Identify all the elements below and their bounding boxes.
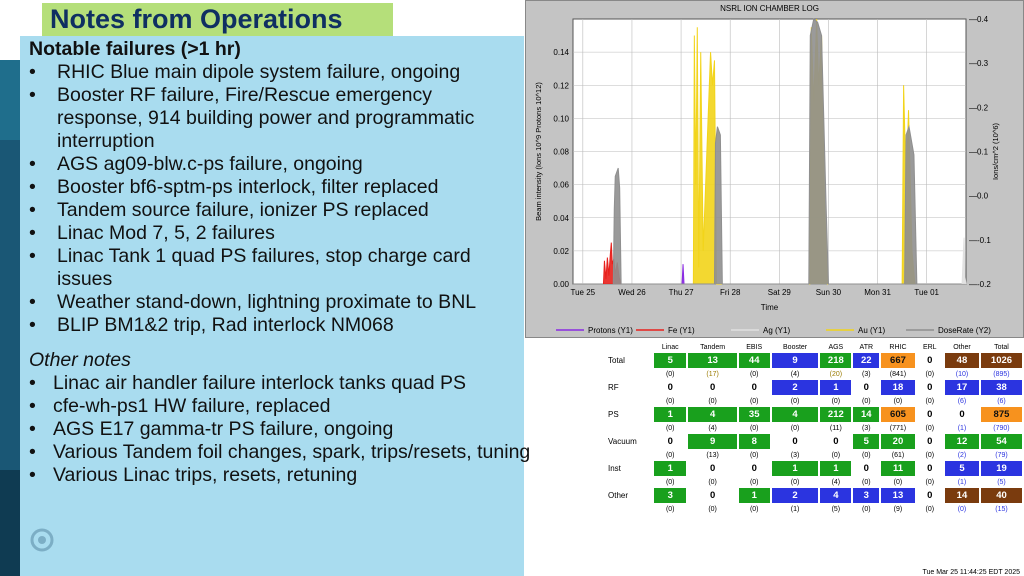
- table-cell: 0: [739, 380, 770, 395]
- table-cell: 0: [917, 488, 943, 503]
- table-cell: 1: [820, 461, 851, 476]
- table-subcell: (5): [997, 478, 1006, 486]
- table-cell: 0: [688, 488, 736, 503]
- table-subcell: (0): [925, 424, 935, 432]
- table-cell: 5: [654, 353, 686, 368]
- table-subcell: (0): [790, 424, 800, 432]
- table-subcell: (0): [749, 478, 759, 486]
- notable-item: • Booster RF failure, Fire/Rescue emergency response, 914 building power and programmatic interruption: [29, 84, 514, 153]
- table-cell: 0: [917, 407, 943, 422]
- y2-tick-label: —0.3: [969, 59, 989, 69]
- other-note-item: • Linac air handler failure interlock tanks quad PS: [29, 372, 589, 395]
- chart-svg: [526, 1, 1024, 339]
- table-cell: 19: [981, 461, 1022, 476]
- table-subcell: (11): [829, 424, 842, 432]
- column-header: AGS: [828, 344, 844, 351]
- table-cell: 4: [688, 407, 736, 422]
- table-cell: 8: [739, 434, 770, 449]
- notable-item: • Booster bf6-sptm-ps interlock, filter replaced: [29, 176, 514, 199]
- table-cell: 3: [654, 488, 686, 503]
- y2-tick-label: —-0.1: [969, 235, 991, 245]
- table-cell: 0: [688, 380, 736, 395]
- notable-item: • BLIP BM1&2 trip, Rad interlock NM068: [29, 314, 514, 337]
- table-subcell: (0): [925, 478, 935, 486]
- row-label: Inst: [608, 464, 621, 473]
- table-cell: 0: [917, 461, 943, 476]
- slide-title: Notes from Operations: [42, 3, 393, 36]
- table-subcell: (0): [749, 451, 759, 459]
- table-subcell: (9): [893, 505, 903, 513]
- table-cell: 38: [981, 380, 1022, 395]
- table-subcell: (0): [925, 505, 935, 513]
- table-cell: 1: [772, 461, 819, 476]
- legend-label: Ag (Y1): [763, 326, 791, 335]
- chart-title: NSRL ION CHAMBER LOG: [720, 4, 819, 13]
- table-cell: 218: [820, 353, 851, 368]
- table-subcell: (10): [955, 370, 969, 378]
- y-axis-label: Beam intensity (Ions 10^9 Protons 10^12): [534, 82, 543, 221]
- header-corner: [608, 343, 652, 352]
- table-cell: 18: [881, 380, 914, 395]
- table-cell: 0: [917, 380, 943, 395]
- y2-tick-label: —0.0: [969, 191, 989, 201]
- column-header: EBIS: [746, 344, 763, 351]
- table-cell: 14: [853, 407, 879, 422]
- y-tick-label: 0.08: [553, 147, 569, 157]
- table-subrow: [608, 450, 1022, 460]
- table-subcell: (17): [706, 370, 719, 378]
- table-timestamp: Tue Mar 25 11:44:25 EDT 2025: [922, 569, 1020, 576]
- table-subcell: (0): [862, 397, 871, 405]
- table-cell: 605: [881, 407, 914, 422]
- y2-tick-label: —-0.2: [969, 280, 991, 289]
- subrow-blank: [608, 477, 652, 487]
- subrow-blank: [608, 396, 652, 406]
- notable-item: • AGS ag09-blw.c-ps failure, ongoing: [29, 153, 514, 176]
- table-cell: 0: [654, 380, 686, 395]
- bnl-logo: [28, 524, 168, 560]
- table-cell: 2: [772, 488, 819, 503]
- table-subcell: (3): [862, 370, 871, 378]
- table-cell: 44: [739, 353, 770, 368]
- table-cell: 2: [772, 380, 819, 395]
- table-subcell: (0): [925, 397, 935, 405]
- subrow-blank: [608, 369, 652, 379]
- table-cell: 0: [917, 434, 943, 449]
- table-row: [608, 488, 1022, 503]
- table-cell: 0: [945, 407, 979, 422]
- table-subcell: (0): [665, 370, 675, 378]
- table-subcell: (0): [665, 505, 675, 513]
- table-row: [608, 461, 1022, 476]
- subrow-blank: [608, 423, 652, 433]
- table-cell: 0: [739, 461, 770, 476]
- table-subcell: (0): [708, 478, 717, 486]
- table-subcell: (0): [831, 451, 841, 459]
- table-subcell: (6): [957, 397, 967, 405]
- table-cell: 4: [820, 488, 851, 503]
- table-cell: 14: [945, 488, 979, 503]
- table-subcell: (0): [893, 478, 903, 486]
- table-cell: 1026: [981, 353, 1022, 368]
- notable-item: • Linac Mod 7, 5, 2 failures: [29, 222, 514, 245]
- table-subcell: (841): [889, 370, 907, 378]
- table-subcell: (1): [957, 478, 967, 486]
- table-subrow: [608, 423, 1022, 433]
- table-subcell: (0): [665, 397, 675, 405]
- other-note-item: • Various Linac trips, resets, retuning: [29, 464, 589, 487]
- table-row: [608, 434, 1022, 449]
- table-subcell: (771): [889, 424, 907, 432]
- table-cell: 13: [881, 488, 914, 503]
- table-cell: 0: [688, 461, 736, 476]
- table-subcell: (0): [831, 397, 841, 405]
- table-subcell: (4): [790, 370, 800, 378]
- notable-heading: Notable failures (>1 hr): [29, 38, 241, 60]
- y-tick-label: 0.02: [553, 246, 569, 256]
- x-tick-label: Sat 29: [767, 288, 791, 297]
- table-cell: 875: [981, 407, 1022, 422]
- uptime-table: [606, 342, 1024, 576]
- table-cell: 35: [739, 407, 770, 422]
- table-subcell: (0): [708, 397, 717, 405]
- table-subcell: (3): [862, 424, 871, 432]
- table-cell: 4: [772, 407, 819, 422]
- table-subcell: (4): [831, 478, 841, 486]
- table-subcell: (0): [749, 424, 759, 432]
- table-cell: 11: [881, 461, 914, 476]
- table-subcell: (6): [997, 397, 1006, 405]
- table-cell: 20: [881, 434, 914, 449]
- table-subcell: (3): [790, 451, 800, 459]
- column-header: ERL: [922, 344, 937, 351]
- table-cell: 0: [853, 380, 879, 395]
- column-header: ATR: [859, 344, 874, 351]
- table-row: [608, 407, 1022, 422]
- y-tick-label: 0.06: [553, 180, 569, 190]
- table-subcell: (0): [665, 424, 675, 432]
- other-heading: Other notes: [29, 349, 131, 371]
- table-subcell: (0): [749, 397, 759, 405]
- legend-label: Fe (Y1): [668, 326, 695, 335]
- table-cell: 22: [853, 353, 879, 368]
- notes-text: [29, 38, 589, 487]
- y2-tick-label: —0.1: [969, 147, 989, 157]
- table-cell: 3: [853, 488, 879, 503]
- table-subcell: (790): [993, 424, 1010, 432]
- table-subcell: (0): [665, 478, 675, 486]
- notable-list: [29, 61, 514, 337]
- table-subcell: (0): [749, 505, 759, 513]
- legend-label: Protons (Y1): [588, 326, 633, 335]
- x-tick-label: Fri 28: [719, 288, 741, 297]
- column-header: Booster: [783, 344, 808, 351]
- column-header: Linac: [661, 344, 679, 351]
- table-subcell: (0): [708, 505, 717, 513]
- table-subcell: (79): [995, 451, 1008, 459]
- table-subrow: [608, 369, 1022, 379]
- table-subcell: (1): [957, 424, 967, 432]
- table-cell: 1: [820, 380, 851, 395]
- table-cell: 1: [739, 488, 770, 503]
- table-subcell: (0): [893, 397, 903, 405]
- table-cell: 12: [945, 434, 979, 449]
- table-cell: 0: [820, 434, 851, 449]
- table-subcell: (0): [925, 451, 935, 459]
- table-subcell: (2): [957, 451, 967, 459]
- row-label: PS: [608, 410, 619, 419]
- legend-label: Au (Y1): [858, 326, 886, 335]
- y-tick-label: 0.14: [553, 48, 569, 58]
- table-cell: 9: [772, 353, 819, 368]
- table-cell: 1: [654, 407, 686, 422]
- table-subcell: (895): [993, 370, 1010, 378]
- x-tick-label: Sun 30: [815, 288, 842, 297]
- table-subrow: [608, 396, 1022, 406]
- row-label: Other: [608, 491, 629, 500]
- table-cell: 5: [945, 461, 979, 476]
- table-subcell: (0): [665, 451, 675, 459]
- other-note-item: • AGS E17 gamma-tr PS failure, ongoing: [29, 418, 589, 441]
- column-header: RHIC: [889, 344, 907, 351]
- row-label: Total: [608, 356, 625, 365]
- x-tick-label: Wed 26: [618, 288, 646, 297]
- table-subcell: (0): [790, 478, 800, 486]
- other-note-item: • Various Tandem foil changes, spark, trips/resets, tuning: [29, 441, 589, 464]
- table-cell: 13: [688, 353, 736, 368]
- column-header: Total: [994, 344, 1009, 351]
- legend-label: DoseRate (Y2): [938, 326, 991, 335]
- x-axis-label: Time: [760, 303, 779, 312]
- subrow-blank: [608, 450, 652, 460]
- table-subcell: (0): [862, 478, 871, 486]
- table-subcell: (0): [925, 370, 935, 378]
- table-subcell: (20): [829, 370, 843, 378]
- table-row: [608, 380, 1022, 395]
- column-header: Tandem: [700, 344, 726, 351]
- table-subcell: (0): [862, 451, 871, 459]
- y-tick-label: 0.00: [553, 280, 569, 289]
- table-subcell: (0): [862, 505, 871, 513]
- row-label: Vacuum: [608, 437, 637, 446]
- table-cell: 0: [917, 353, 943, 368]
- y-tick-label: 0.04: [553, 213, 569, 223]
- other-note-item: • cfe-wh-ps1 HW failure, replaced: [29, 395, 589, 418]
- x-tick-label: Tue 01: [914, 288, 940, 297]
- table-subcell: (0): [749, 370, 759, 378]
- table-cell: 1: [654, 461, 686, 476]
- notable-item: • RHIC Blue main dipole system failure, ongoing: [29, 61, 514, 84]
- y-tick-label: 0.12: [553, 81, 569, 91]
- y2-tick-label: —0.2: [969, 103, 989, 113]
- x-tick-label: Tue 25: [570, 288, 596, 297]
- table-subrow: [608, 477, 1022, 487]
- table-subcell: (5): [831, 505, 841, 513]
- ion-chamber-chart: [525, 0, 1024, 338]
- y2-axis-label: Ions/cm^2 (10^6): [991, 122, 1000, 181]
- table-cell: 0: [772, 434, 819, 449]
- table-cell: 212: [820, 407, 851, 422]
- table-subcell: (1): [790, 505, 800, 513]
- table-cell: 0: [853, 461, 879, 476]
- y-tick-label: 0.10: [553, 114, 569, 124]
- table-cell: 667: [881, 353, 914, 368]
- table-row: [608, 353, 1022, 368]
- table-subrow: [608, 504, 1022, 514]
- other-list: [29, 372, 589, 487]
- left-accent-bar: [0, 0, 20, 576]
- table-cell: 54: [981, 434, 1022, 449]
- subrow-blank: [608, 504, 652, 514]
- notable-item: • Linac Tank 1 quad PS failures, stop charge card issues: [29, 245, 514, 291]
- table-cell: 5: [853, 434, 879, 449]
- table-subcell: (61): [891, 451, 905, 459]
- table-cell: 40: [981, 488, 1022, 503]
- notable-item: • Weather stand-down, lightning proximate to BNL: [29, 291, 514, 314]
- table-cell: 0: [654, 434, 686, 449]
- x-tick-label: Thu 27: [668, 288, 694, 297]
- column-header: Other: [953, 344, 971, 351]
- row-label: RF: [608, 383, 619, 392]
- y2-tick-label: —0.4: [969, 15, 989, 24]
- table-cell: 17: [945, 380, 979, 395]
- table-subcell: (13): [706, 451, 719, 459]
- x-tick-label: Mon 31: [864, 288, 891, 297]
- table-cell: 9: [688, 434, 736, 449]
- table-subcell: (0): [790, 397, 800, 405]
- table-subcell: (0): [957, 505, 967, 513]
- table-cell: 48: [945, 353, 979, 368]
- notable-item: • Tandem source failure, ionizer PS replaced: [29, 199, 514, 222]
- table-subcell: (4): [708, 424, 717, 432]
- table-subcell: (15): [995, 505, 1008, 513]
